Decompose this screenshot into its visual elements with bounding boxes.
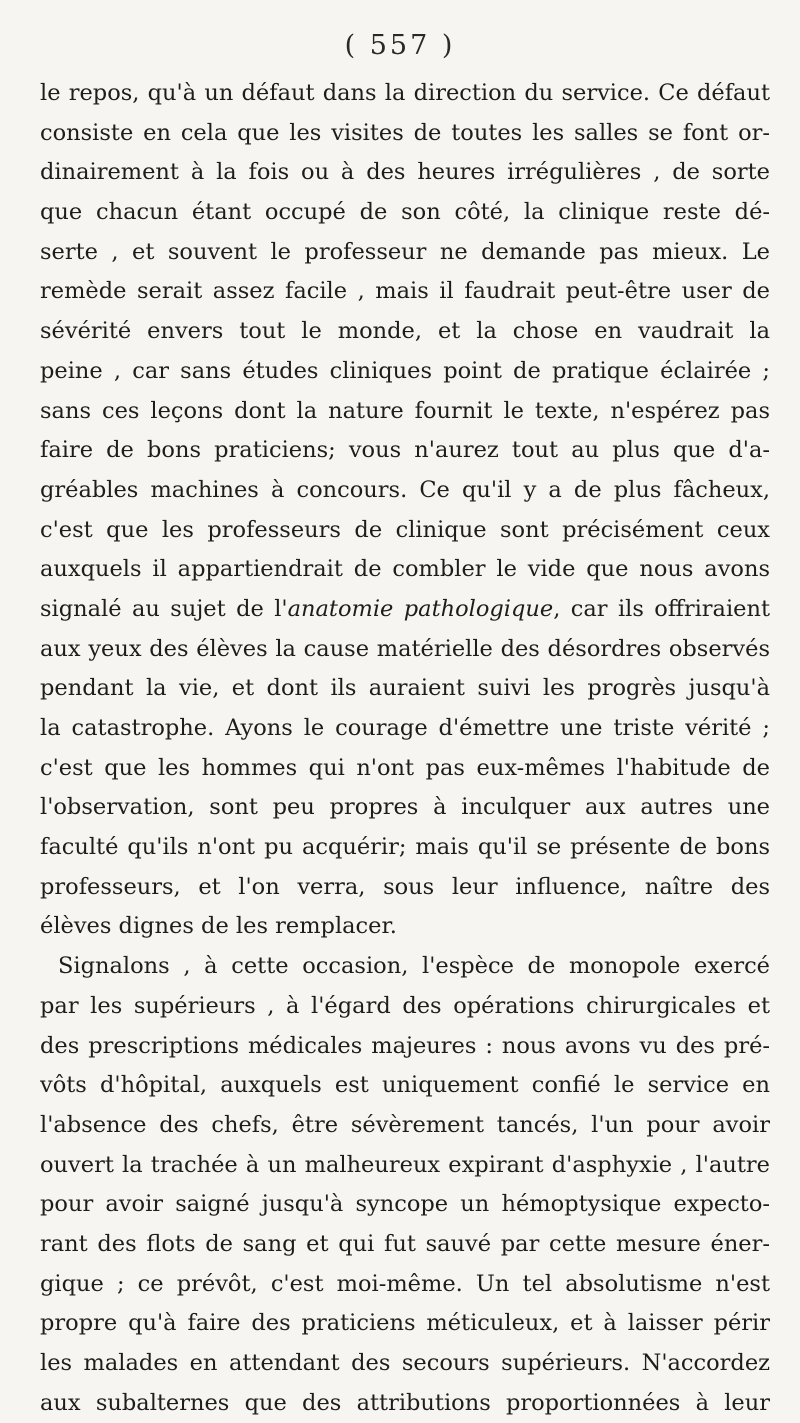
text-line: faire de bons praticiens; vous n'aurez tout au plus que d'a- bbox=[40, 437, 770, 464]
text-line: auxquels il appartiendrait de combler le vide que nous avons bbox=[40, 556, 770, 583]
text-line: gréables machines à concours. Ce qu'il y a de plus fâcheux, bbox=[40, 476, 770, 503]
text-line: ouvert la trachée à un malheureux expirant d'asphyxie , l'autre bbox=[40, 1151, 770, 1178]
text-line: les malades en attendant des secours supérieurs. N'accordez bbox=[40, 1350, 770, 1376]
text-line: l'observation, sont peu propres à inculquer aux autres une bbox=[40, 794, 770, 821]
text-line: c'est que les professeurs de clinique sont précisément ceux bbox=[40, 516, 770, 543]
text-line: des prescriptions médicales majeures : nous avons vu des pré- bbox=[40, 1032, 770, 1059]
text-line: dinairement à la fois ou à des heures irrégulières , de sorte bbox=[40, 159, 770, 186]
text-line: que chacun étant occupé de son côté, la clinique reste dé- bbox=[40, 199, 770, 226]
text-line: le repos, qu'à un défaut dans la direction du service. Ce défaut bbox=[40, 80, 770, 106]
paragraph-end-line: élèves dignes de les remplacer. bbox=[40, 913, 397, 940]
page-number: ( 557 ) bbox=[344, 30, 456, 61]
text-line: consiste en cela que les visites de toutes les salles se font or- bbox=[40, 119, 770, 146]
text-line: faculté qu'ils n'ont pu acquérir; mais qu'il se présente de bons bbox=[40, 834, 770, 861]
body-text bbox=[40, 74, 770, 1423]
text-line: vôts d'hôpital, auxquels est uniquement confié le service en bbox=[40, 1072, 770, 1099]
text-line: aux subalternes que des attributions proportionnées à leur bbox=[40, 1389, 770, 1416]
text-line: pour avoir saigné jusqu'à syncope un hémoptysique expecto- bbox=[40, 1191, 770, 1218]
text-line: serte , et souvent le professeur ne demande pas mieux. Le bbox=[40, 238, 770, 265]
text-line: aux yeux des élèves la cause matérielle des désordres observés bbox=[40, 635, 770, 662]
text-line: c'est que les hommes qui n'ont pas eux-mêmes l'habitude de bbox=[40, 754, 770, 781]
text-line: remède serait assez facile , mais il faudrait peut-être user de bbox=[40, 278, 770, 305]
text-line: l'absence des chefs, être sévèrement tancés, l'un pour avoir bbox=[40, 1111, 770, 1138]
text-line-with-italic bbox=[40, 590, 770, 630]
text-line: pendant la vie, et dont ils auraient suivi les progrès jusqu'à bbox=[40, 675, 770, 702]
text-line: professeurs, et l'on verra, sous leur influence, naître des bbox=[40, 873, 770, 900]
text-line: sans ces leçons dont la nature fournit le texte, n'espérez pas bbox=[40, 397, 770, 424]
text-line: sévérité envers tout le monde, et la chose en vaudrait la bbox=[40, 318, 770, 345]
text-line: gique ; ce prévôt, c'est moi-même. Un tel absolutisme n'est bbox=[40, 1270, 770, 1297]
text-line: peine , car sans études cliniques point de pratique éclairée ; bbox=[40, 357, 770, 384]
text-line: rant des flots de sang et qui fut sauvé par cette mesure éner- bbox=[40, 1230, 770, 1257]
text-line: propre qu'à faire des praticiens méticuleux, et à laisser périr bbox=[40, 1310, 770, 1337]
text-segment: , car ils offriraient bbox=[553, 595, 770, 622]
paragraph-start-line: Signalons , à cette occasion, l'espèce de monopole exercé bbox=[58, 953, 770, 980]
text-line: la catastrophe. Ayons le courage d'émettre une triste vérité ; bbox=[40, 715, 770, 741]
italic-term: anatomie pathologique bbox=[287, 595, 554, 622]
text-line: par les supérieurs , à l'égard des opérations chirurgicales et bbox=[40, 992, 770, 1019]
text-segment: signalé au sujet de l' bbox=[40, 595, 288, 622]
